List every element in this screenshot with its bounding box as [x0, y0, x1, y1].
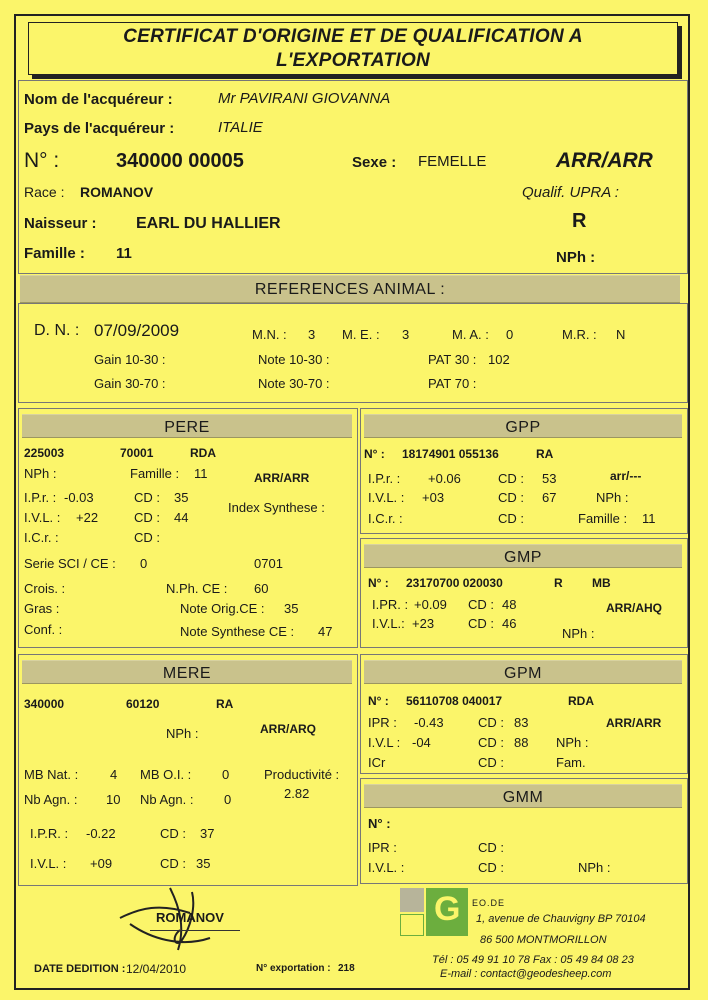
mere-ivl-label: I.V.L. :: [30, 856, 67, 871]
pere-nph-ce-value: 60: [254, 581, 269, 596]
gpp-num-label: N° :: [364, 447, 385, 461]
sex-label: Sexe :: [352, 154, 397, 171]
note-30-70-label: Note 30-70 :: [258, 376, 330, 391]
gpm-code: RDA: [568, 694, 594, 708]
ma-value: 0: [506, 327, 514, 342]
mere-id-2: 60120: [126, 697, 160, 711]
gpm-cd1-value: 83: [514, 715, 529, 730]
gpm-band: [364, 660, 682, 684]
logo-block-outline: [400, 914, 424, 936]
mere-prod-value: 2.82: [284, 786, 310, 801]
pere-nph-ce-label: N.Ph. CE :: [166, 581, 228, 596]
gmp-num-label: N° :: [368, 576, 389, 590]
mere-cd1-value: 37: [200, 826, 215, 841]
pere-cd3-label: CD :: [134, 530, 160, 545]
buyer-label: Nom de l'acquéreur :: [24, 91, 173, 108]
pere-conf-label: Conf. :: [24, 622, 63, 637]
pere-cd2-label: CD :: [134, 510, 160, 525]
mere-nph-label: NPh :: [166, 726, 199, 741]
gpm-icr-label: ICr: [368, 755, 386, 770]
gpp-cd1-value: 53: [542, 471, 557, 486]
header-nph-label: NPh :: [556, 249, 596, 266]
title-line-1: CERTIFICAT D'ORIGINE ET DE QUALIFICATION A: [123, 26, 583, 47]
pere-serie-value: 0: [140, 556, 148, 571]
ma-label: M. A. :: [452, 327, 489, 342]
mere-band-label: MERE: [162, 665, 212, 682]
contact-email: E-mail : contact@geodesheep.com: [440, 968, 612, 980]
pere-cd2-value: 44: [174, 510, 189, 525]
mere-mbnat-value: 4: [110, 767, 118, 782]
number-label: N° :: [24, 149, 60, 172]
pere-famille-value: 11: [194, 466, 208, 481]
pere-note-orig-value: 35: [284, 601, 299, 616]
pere-nph-label: NPh :: [24, 466, 57, 481]
pere-band: [22, 414, 352, 438]
mere-id-1: 340000: [24, 697, 65, 711]
race-value: ROMANOV: [80, 184, 154, 200]
mere-mboi-label: MB O.I. :: [140, 767, 192, 782]
references-band-label: REFERENCES ANIMAL :: [254, 281, 446, 298]
gmm-band: [364, 784, 682, 808]
gpm-cd1-label: CD :: [478, 715, 504, 730]
note-10-30-label: Note 10-30 :: [258, 352, 330, 367]
gmp-num-value: 23170700 020030: [406, 576, 503, 590]
gpm-nph-label: NPh :: [556, 735, 589, 750]
gmp-cd2-value: 46: [502, 616, 517, 631]
mere-mbnat-label: MB Nat. :: [24, 767, 79, 782]
mere-ipr-label: I.P.R. :: [30, 826, 69, 841]
mere-mboi-value: 0: [222, 767, 230, 782]
gpp-cd1-label: CD :: [498, 471, 524, 486]
gpp-cd3-label: CD :: [498, 511, 524, 526]
mere-cd1-label: CD :: [160, 826, 186, 841]
mere-genotype: ARR/ARQ: [260, 722, 316, 736]
mere-cd2-value: 35: [196, 856, 211, 871]
gpm-genotype: ARR/ARR: [606, 716, 662, 730]
race-label: Race :: [24, 184, 65, 200]
gpp-band-label: GPP: [505, 419, 541, 436]
title-box: [28, 22, 678, 75]
pat30-value: 102: [488, 352, 510, 367]
mere-band: [22, 660, 352, 684]
mere-id-3: RA: [216, 697, 234, 711]
gpp-ivl-value: +03: [422, 490, 445, 505]
logo-text: EO.DE: [472, 898, 506, 908]
gpm-ivl-value: -04: [412, 735, 431, 750]
pere-cd1-value: 35: [174, 490, 189, 505]
country-value: ITALIE: [218, 119, 263, 136]
dn-label: D. N. :: [34, 322, 80, 339]
mere-nbagn1-label: Nb Agn. :: [24, 792, 78, 807]
gmp-band-label: GMP: [504, 549, 542, 566]
country-label: Pays de l'acquéreur :: [24, 120, 175, 137]
gpm-cd3-label: CD :: [478, 755, 504, 770]
gmm-cd2-label: CD :: [478, 860, 504, 875]
mere-cd2-label: CD :: [160, 856, 186, 871]
mere-nbagn1-value: 10: [106, 792, 121, 807]
gpp-ipr-label: I.P.r. :: [368, 471, 401, 486]
gmp-genotype: ARR/AHQ: [606, 601, 662, 615]
references-band: [20, 275, 680, 303]
gpp-ivl-label: I.V.L. :: [368, 490, 405, 505]
pere-icr-label: I.C.r. :: [24, 530, 59, 545]
me-label: M. E. :: [342, 327, 380, 342]
title-line-2: L'EXPORTATION: [275, 50, 431, 71]
gpm-fam-label: Fam.: [556, 755, 586, 770]
gmp-band: [364, 544, 682, 568]
gain-10-30-label: Gain 10-30 :: [94, 352, 166, 367]
gmm-cd1-label: CD :: [478, 840, 504, 855]
pere-crois-label: Crois. :: [24, 581, 66, 596]
breeder-label: Naisseur :: [24, 215, 97, 232]
mere-ipr-value: -0.22: [86, 826, 116, 841]
date-value: 12/04/2010: [126, 962, 187, 976]
logo-block-gray: [400, 888, 424, 912]
pere-ipr-label: I.P.r. :: [24, 490, 57, 505]
gpp-band: [364, 414, 682, 438]
family-label: Famille :: [24, 245, 85, 262]
mr-value: N: [616, 327, 626, 342]
gmp-ipr-value: +0.09: [414, 597, 447, 612]
mere-ivl-value: +09: [90, 856, 113, 871]
mn-label: M.N. :: [252, 327, 287, 342]
mn-value: 3: [308, 327, 316, 342]
pere-id-1: 225003: [24, 446, 65, 460]
mere-prod-label: Productivité :: [264, 767, 340, 782]
logo-g-icon: G: [434, 890, 461, 928]
gmp-code-2: MB: [592, 576, 611, 590]
gmm-nph-label: NPh :: [578, 860, 611, 875]
gmp-cd1-label: CD :: [468, 597, 494, 612]
pere-ivl-value: +22: [76, 510, 99, 525]
qualif-label: Qualif. UPRA :: [522, 184, 619, 201]
gpm-ipr-label: IPR :: [368, 715, 397, 730]
pere-cd1-label: CD :: [134, 490, 160, 505]
breeder-value: EARL DU HALLIER: [136, 215, 281, 232]
gpp-cd2-label: CD :: [498, 490, 524, 505]
pere-genotype: ARR/ARR: [254, 471, 310, 485]
gmm-ivl-label: I.V.L. :: [368, 860, 405, 875]
address-line-1: 1, avenue de Chauvigny BP 70104: [476, 913, 646, 925]
gmm-num-label: N° :: [368, 816, 391, 831]
gpp-ipr-value: +0.06: [428, 471, 461, 486]
gpm-cd2-value: 88: [514, 735, 529, 750]
pere-serie-label: Serie SCI / CE :: [24, 556, 116, 571]
date-label: DATE DEDITION :: [34, 963, 126, 975]
number-value: 340000 00005: [116, 150, 244, 172]
contact-phone: Tél : 05 49 91 10 78 Fax : 05 49 84 08 23: [432, 954, 634, 966]
export-label: N° exportation :: [256, 963, 331, 974]
sex-value: FEMELLE: [418, 153, 487, 170]
mere-nbagn2-label: Nb Agn. :: [140, 792, 194, 807]
buyer-value: Mr PAVIRANI GIOVANNA: [218, 90, 391, 107]
pere-id-3: RDA: [190, 446, 216, 460]
address-line-2: 86 500 MONTMORILLON: [480, 934, 607, 946]
pere-ipr-value: -0.03: [64, 490, 94, 505]
me-value: 3: [402, 327, 410, 342]
gmp-ipr-label: I.PR. :: [372, 597, 409, 612]
mere-nbagn2-value: 0: [224, 792, 232, 807]
gpp-cd2-value: 67: [542, 490, 557, 505]
gmp-cd1-value: 48: [502, 597, 517, 612]
gmp-nph-label: NPh :: [562, 626, 595, 641]
pere-id-2: 70001: [120, 446, 154, 460]
gpm-num-value: 56110708 040017: [406, 694, 503, 708]
gpp-nph-label: NPh :: [596, 490, 629, 505]
gpp-famille-label: Famille :: [578, 511, 628, 526]
gpm-ipr-value: -0.43: [414, 715, 444, 730]
gpm-ivl-label: I.V.L :: [368, 735, 401, 750]
header-genotype: ARR/ARR: [556, 149, 653, 172]
gpm-cd2-label: CD :: [478, 735, 504, 750]
pere-note-orig-label: Note Orig.CE :: [180, 601, 265, 616]
pere-serie-code: 0701: [254, 556, 283, 571]
mr-label: M.R. :: [562, 327, 597, 342]
pat70-label: PAT 70 :: [428, 376, 477, 391]
pere-famille-label: Famille :: [130, 466, 180, 481]
gpm-num-label: N° :: [368, 694, 389, 708]
dn-value: 07/09/2009: [94, 321, 180, 340]
signature-line: [150, 930, 240, 931]
gpp-code: RA: [536, 447, 554, 461]
gmp-code-1: R: [554, 576, 563, 590]
qualif-value: R: [572, 210, 587, 232]
signature-stamp: ROMANOV: [156, 910, 224, 925]
gpp-icr-label: I.C.r. :: [368, 511, 403, 526]
pere-ivl-label: I.V.L. :: [24, 510, 61, 525]
gpp-num-value: 18174901 055136: [402, 447, 499, 461]
gmp-cd2-label: CD :: [468, 616, 494, 631]
pere-note-synth-label: Note Synthese CE :: [180, 624, 295, 639]
gpm-band-label: GPM: [504, 665, 542, 682]
gmm-band-label: GMM: [502, 789, 544, 806]
family-value: 11: [116, 245, 132, 262]
gmp-ivl-label: I.V.L.:: [372, 616, 405, 631]
gpp-genotype: arr/---: [610, 469, 642, 483]
gmp-ivl-value: +23: [412, 616, 435, 631]
gmm-ipr-label: IPR :: [368, 840, 397, 855]
pat30-label: PAT 30 :: [428, 352, 477, 367]
pere-note-synth-value: 47: [318, 624, 333, 639]
export-value: 218: [338, 963, 355, 974]
gpp-famille-value: 11: [642, 511, 656, 526]
pere-index-label: Index Synthese :: [228, 500, 325, 515]
gain-30-70-label: Gain 30-70 :: [94, 376, 166, 391]
pere-band-label: PERE: [164, 419, 210, 436]
pere-gras-label: Gras :: [24, 601, 60, 616]
